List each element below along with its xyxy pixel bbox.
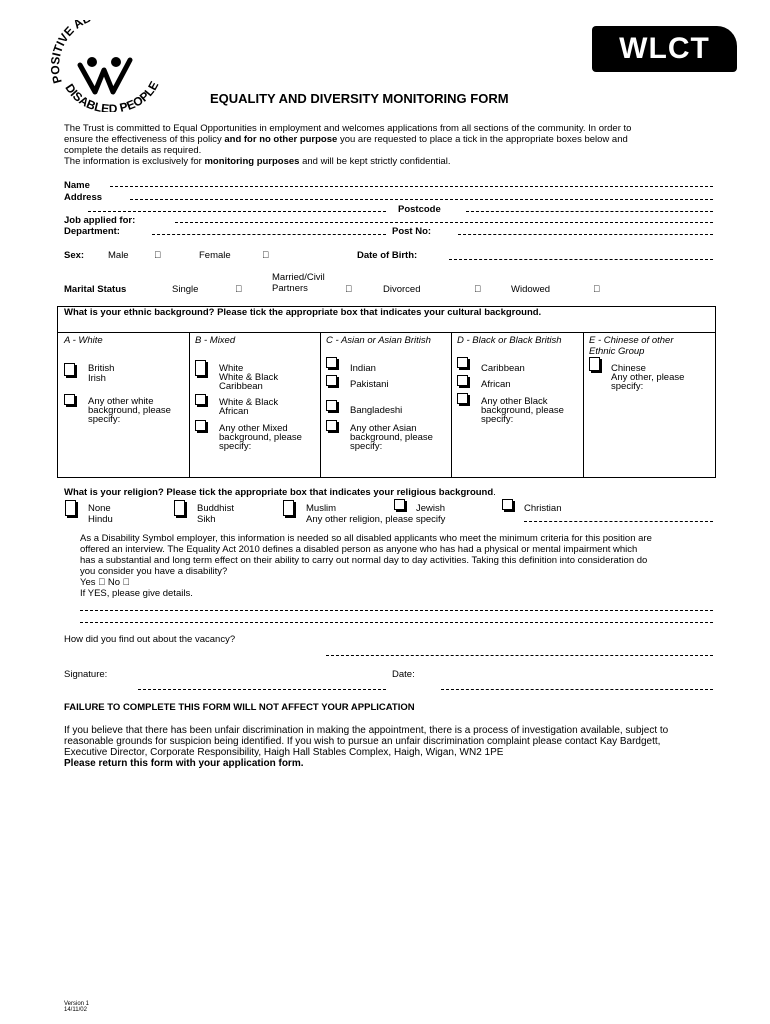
white-black-caribbean-checkbox[interactable] xyxy=(195,360,206,376)
vacancy-label: How did you find out about the vacancy? xyxy=(64,634,236,645)
page-title: EQUALITY AND DIVERSITY MONITORING FORM xyxy=(210,91,509,106)
female-label: Female xyxy=(199,250,231,261)
post-no-label: Post No: xyxy=(392,226,432,237)
sex-label: Sex: xyxy=(64,250,85,261)
white-irish-label: Irish xyxy=(88,373,106,384)
version-note: Version 1 14/11/02 xyxy=(64,1001,90,1013)
divorced-label: Divorced xyxy=(383,284,421,295)
religion-hindu-label: Hindu xyxy=(88,514,113,525)
female-checkbox[interactable] xyxy=(262,250,269,261)
married-label: Married/Civil Partners xyxy=(272,272,325,294)
logo-bottom-text: DISABLED PEOPLE xyxy=(62,78,162,112)
ethnic-background-table xyxy=(57,306,716,478)
asian-other-checkbox[interactable] xyxy=(326,420,337,431)
vacancy-input[interactable] xyxy=(326,655,713,656)
christian-checkbox[interactable] xyxy=(502,499,513,510)
pakistani-checkbox[interactable] xyxy=(326,375,337,386)
married-checkbox[interactable] xyxy=(345,284,352,295)
jewish-checkbox[interactable] xyxy=(394,499,405,510)
bangladeshi-checkbox[interactable] xyxy=(326,400,337,411)
bangladeshi-label: Bangladeshi xyxy=(350,405,403,416)
asian-other-label: Any other Asian background, please specify: xyxy=(350,423,433,452)
mixed-other-checkbox[interactable] xyxy=(195,420,206,431)
mixed-white-label: White xyxy=(219,363,244,374)
caribbean-label: Caribbean xyxy=(481,363,525,374)
disability-details-input[interactable] xyxy=(80,610,713,611)
address-input-2[interactable] xyxy=(88,211,386,212)
white-british-irish-checkbox[interactable] xyxy=(64,363,75,376)
chinese-other-label: Any other, please specify: xyxy=(611,372,685,392)
religion-muslim-label: Muslim xyxy=(306,503,337,514)
name-label: Name xyxy=(64,180,90,191)
address-input[interactable] xyxy=(130,199,713,200)
chinese-other-checkbox[interactable] xyxy=(589,357,600,371)
single-label: Single xyxy=(172,284,199,295)
indian-label: Indian xyxy=(350,363,376,374)
disability-text: As a Disability Symbol employer, this information is needed so all disabled applicants who meet the minimum criteria for this position are offered an interview. The Equality Act 2010 defines a disabled person as anyone who has had a physical or mental impairment which has a substantial and long term effect on their ability to carry out normal day to day activities. Taking this definition into consideration do you consider you have a disability? Yes No If YES, please give details. xyxy=(80,533,720,599)
department-label: Department: xyxy=(64,226,120,237)
department-input[interactable] xyxy=(152,234,386,235)
white-british-label: British xyxy=(88,363,115,374)
job-input[interactable] xyxy=(175,222,713,223)
failure-notice: FAILURE TO COMPLETE THIS FORM WILL NOT AFFECT YOUR APPLICATION xyxy=(64,702,415,713)
header-chinese: E - Chinese of other Ethnic Group xyxy=(589,335,674,357)
male-label: Male xyxy=(108,250,129,261)
pakistani-label: Pakistani xyxy=(350,379,389,390)
religion-jewish-label: Jewish xyxy=(416,503,446,514)
positive-about-disabled-people-logo xyxy=(40,20,170,112)
divorced-checkbox[interactable] xyxy=(474,284,481,295)
male-checkbox[interactable] xyxy=(154,250,161,261)
wlct-logo: WLCT xyxy=(592,26,737,72)
none-hindu-checkbox[interactable] xyxy=(65,500,76,516)
white-other-checkbox[interactable] xyxy=(64,394,75,405)
postcode-input[interactable] xyxy=(466,211,713,212)
religion-christian-label: Christian xyxy=(524,503,562,514)
signature-label: Signature: xyxy=(64,669,108,680)
black-other-label: Any other Black background, please specify: xyxy=(481,396,564,425)
chinese-label: Chinese xyxy=(611,363,646,374)
intro-text: The Trust is committed to Equal Opportunities in employment and welcomes applications from all sections of the community. In order to ensure the effectiveness of this policy and for no other purpose you are requested to place a tick in the appropriate boxes below and complete the details as required. The information is exclusively for monitoring purposes and will be kept strictly confidential. xyxy=(64,123,632,167)
muslim-other-checkbox[interactable] xyxy=(283,500,294,516)
religion-question: What is your religion? Please tick the appropriate box that indicates your religious background. xyxy=(64,487,496,498)
white-other-label: Any other white background, please specify: xyxy=(88,396,171,425)
caribbean-checkbox[interactable] xyxy=(457,357,468,368)
religion-other-input[interactable] xyxy=(524,521,713,522)
job-label: Job applied for: xyxy=(64,215,136,226)
buddhist-sikh-checkbox[interactable] xyxy=(174,500,185,516)
widowed-checkbox[interactable] xyxy=(593,284,600,295)
date-input[interactable] xyxy=(441,689,713,690)
black-other-checkbox[interactable] xyxy=(457,393,468,404)
ethnic-question: What is your ethnic background? Please tick the appropriate box that indicates your cultural background. xyxy=(64,307,542,318)
religion-none-label: None xyxy=(88,503,111,514)
disability-yes-no[interactable]: Yes No xyxy=(80,577,111,588)
header-asian: C - Asian or Asian British xyxy=(326,335,431,346)
logo-top-text: POSITIVE A xyxy=(47,20,86,86)
african-checkbox[interactable] xyxy=(457,375,468,386)
single-checkbox[interactable] xyxy=(235,284,242,295)
date-label: Date: xyxy=(392,669,415,680)
postcode-label: Postcode xyxy=(398,204,441,215)
widowed-label: Widowed xyxy=(511,284,551,295)
disability-details-input-2[interactable] xyxy=(80,622,713,623)
dob-label: Date of Birth: xyxy=(357,250,418,261)
header-black: D - Black or Black British xyxy=(457,335,562,346)
white-black-african-label: White & Black African xyxy=(219,397,279,417)
religion-other-label: Any other religion, please specify xyxy=(306,514,446,525)
header-mixed: B - Mixed xyxy=(195,335,236,346)
signature-input[interactable] xyxy=(138,689,386,690)
header-white: A - White xyxy=(64,335,103,346)
religion-buddhist-label: Buddhist xyxy=(197,503,234,514)
address-label: Address xyxy=(64,192,103,203)
post-no-input[interactable] xyxy=(458,234,713,235)
dob-input[interactable] xyxy=(449,259,713,260)
closing-text: If you believe that there has been unfair discrimination in making the appointment, there is a process of investigation available, subject to reasonable grounds for suspicion being identified. If you wish to pursue an unfair discrimination complaint please contact Kay Bardgett, Executive Director, Corporate Responsibility, Haigh Hall Stables Complex, Haigh, Wigan, WN2 1PE Please return this form with your application form. xyxy=(64,725,669,769)
white-black-caribbean-label: White & Black Caribbean xyxy=(219,372,279,392)
marital-label: Marital Status xyxy=(64,284,127,295)
indian-checkbox[interactable] xyxy=(326,357,337,368)
name-input[interactable] xyxy=(110,186,713,187)
white-black-african-checkbox[interactable] xyxy=(195,394,206,405)
mixed-other-label: Any other Mixed background, please specify: xyxy=(219,423,302,452)
religion-sikh-label: Sikh xyxy=(197,514,216,525)
african-label: African xyxy=(481,379,511,390)
